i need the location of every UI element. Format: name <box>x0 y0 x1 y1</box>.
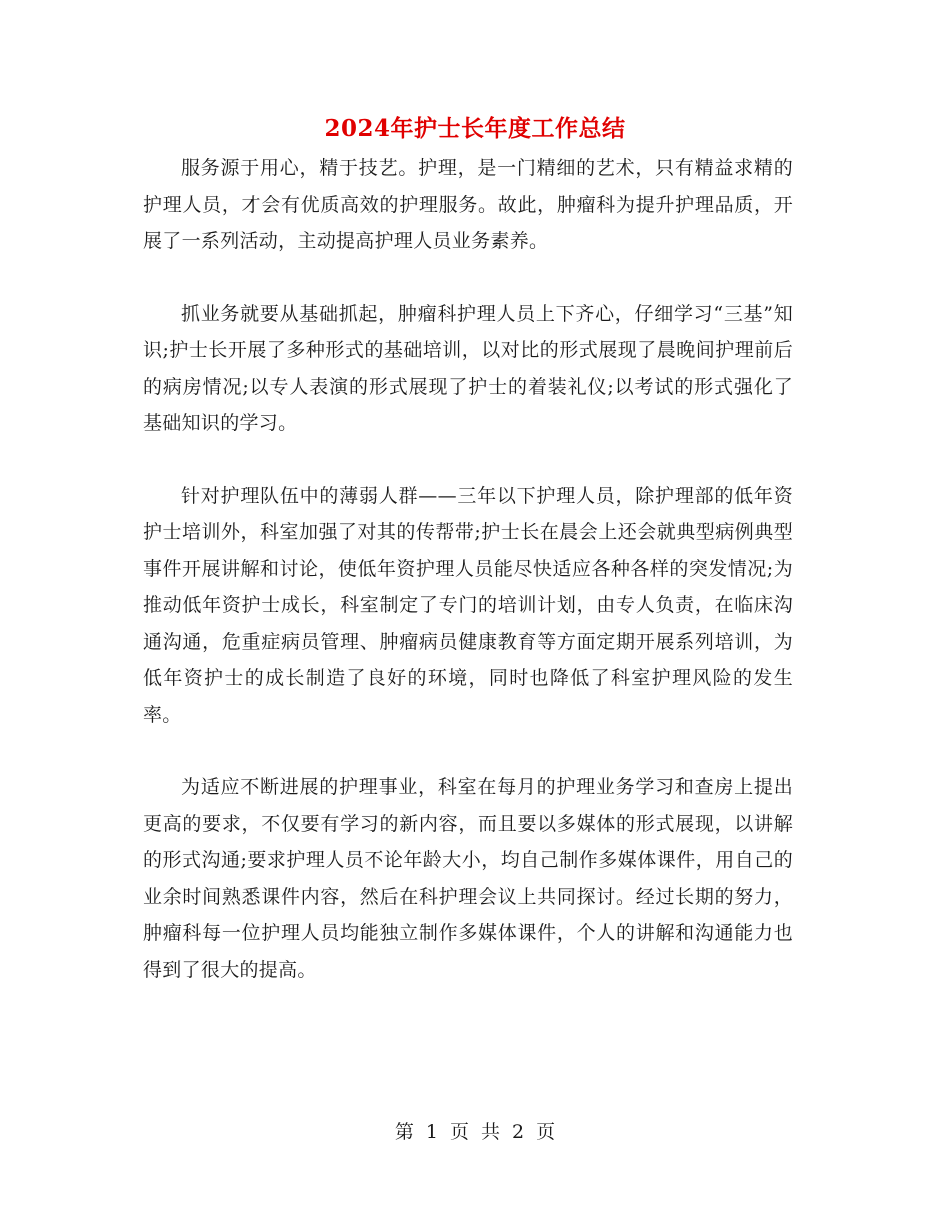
document-title: 2024年护士长年度工作总结 <box>324 115 626 142</box>
paragraph-2: 抓业务就要从基础抓起，肿瘤科护理人员上下齐心，仔细学习“三基”知识;护士长开展了多种形式的基础培训，以对比的形式展现了晨晚间护理前后的病房情况;以专人表演的形式展现了护士的着装礼仪;以考试的形式强化了基础知识的学习。 <box>143 302 793 434</box>
page-number-footer: 第 1 页 共 2 页 <box>394 1121 556 1143</box>
paragraph-4: 为适应不断进展的护理事业，科室在每月的护理业务学习和查房上提出更高的要求，不仅要有学习的新内容，而且要以多媒体的形式展现，以讲解的形式沟通;要求护理人员不论年龄大小，均自己制作多媒体课件，用自己的业余时间熟悉课件内容，然后在科护理会议上共同探讨。经过长期的努力，肿瘤科每一位护理人员均能独立制作多媒体课件，个人的讲解和沟通能力也得到了很大的提高。 <box>143 776 793 981</box>
paragraph-1: 服务源于用心，精于技艺。护理，是一门精细的艺术，只有精益求精的护理人员，才会有优质高效的护理服务。故此，肿瘤科为提升护理品质，开展了一系列活动，主动提高护理人员业务素养。 <box>143 157 793 252</box>
document-body <box>143 150 793 1024</box>
paragraph-3: 针对护理队伍中的薄弱人群——三年以下护理人员，除护理部的低年资护士培训外，科室加强了对其的传帮带;护士长在晨会上还会就典型病例典型事件开展讲解和讨论，使低年资护理人员能尽快适应各种各样的突发情况;为推动低年资护士成长，科室制定了专门的培训计划，由专人负责，在临床沟通沟通，危重症病员管理、肿瘤病员健康教育等方面定期开展系列培训，为低年资护士的成长制造了良好的环境，同时也降低了科室护理风险的发生率。 <box>143 484 793 726</box>
